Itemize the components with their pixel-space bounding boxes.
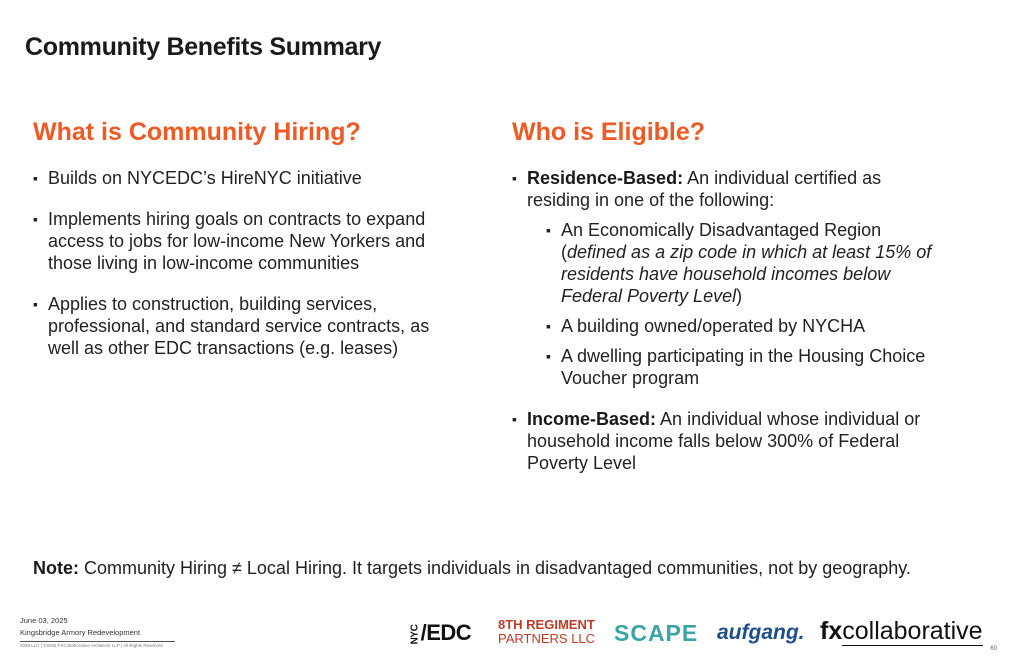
- eligibility-section: [512, 118, 942, 493]
- footer-date: June 03, 2025: [20, 616, 68, 625]
- eighth-regiment-logo: 8TH REGIMENT PARTNERS LLC: [498, 617, 596, 646]
- residence-based-item: [512, 167, 942, 389]
- nycedc-logo: NYC/EDC: [409, 620, 472, 645]
- income-based-label: Income-Based:: [527, 409, 657, 429]
- footer-legal: 2025 LLC | ©2025 FXCollaborative Architects LLP | All Rights Reserved: [20, 643, 163, 648]
- eligibility-list: [512, 167, 942, 474]
- income-based-text: An individual whose individual or household income falls below 300% of Federal Poverty Level: [527, 409, 921, 473]
- fxcollaborative-logo: fxcollaborative: [820, 617, 983, 645]
- footer-info: [20, 615, 175, 649]
- list-item: ▪ A building owned/operated by NYCHA: [527, 315, 942, 337]
- note-text: Community Hiring ≠ Local Hiring. It targets individuals in disadvantaged communities, not by geography.: [79, 558, 911, 578]
- income-based-item: [512, 408, 942, 474]
- list-item: ▪ Applies to construction, building services, professional, and standard service contracts, as well as other EDC transactions (e.g. leases): [33, 293, 453, 359]
- aufgang-logo: aufgang.: [717, 621, 805, 644]
- residence-based-text: An individual certified as residing in one of the following:: [527, 168, 882, 210]
- list-item: ▪ Implements hiring goals on contracts to expand access to jobs for low-income New Yorkers and those living in low-income communities: [33, 208, 453, 274]
- page-title: Community Benefits Summary: [25, 33, 382, 61]
- footer-divider: [20, 641, 175, 642]
- page-number: 60: [990, 646, 997, 652]
- list-item: ▪ A dwelling participating in the Housing Choice Voucher program: [527, 345, 942, 389]
- note: [33, 558, 911, 579]
- footer-project: Kingsbridge Armory Redevelopment: [20, 628, 141, 637]
- community-hiring-list: [33, 167, 453, 359]
- residence-based-label: Residence-Based:: [527, 168, 684, 188]
- list-item: [527, 219, 942, 307]
- sub-item-text: An Economically Disadvantaged Region (: [561, 220, 882, 262]
- sub-item-definition: defined as a zip code in which at least 15% of residents have household incomes below Federal Poverty Level: [561, 242, 932, 306]
- list-item: ▪ Builds on NYCEDC’s HireNYC initiative: [33, 167, 453, 189]
- sub-item-text-end: ): [736, 286, 743, 306]
- note-label: Note:: [33, 558, 79, 578]
- community-hiring-section: [33, 118, 453, 378]
- scape-logo: SCAPE: [614, 620, 699, 646]
- eligibility-heading: Who is Eligible?: [512, 118, 706, 146]
- community-hiring-heading: What is Community Hiring?: [33, 118, 361, 146]
- residence-sub-list: [527, 219, 942, 389]
